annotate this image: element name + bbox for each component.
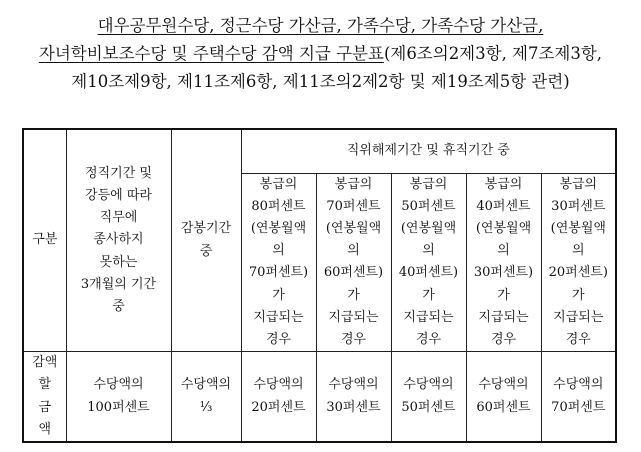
cell-line: 감액	[32, 355, 58, 371]
cell-line: 40퍼센트	[476, 198, 531, 214]
cell-line: 가	[572, 287, 585, 303]
cell-line: 수당액의	[253, 377, 304, 393]
header-jeongjik	[66, 129, 171, 352]
cell-line: 지급되는	[328, 309, 379, 325]
title-line-3: 제10조제9항, 제11조제6항, 제11조의2제2항 및 제19조제5항 관련)	[71, 72, 570, 91]
cell-line: (연봉월액	[400, 220, 457, 236]
value-leave-80	[241, 352, 316, 442]
document-title	[0, 12, 641, 96]
cell-line: 할	[38, 377, 52, 393]
cell-line: 수당액의	[553, 377, 604, 393]
cell-line: 경우	[265, 331, 292, 347]
cell-line: 수당액의	[478, 377, 529, 393]
cell-line: 30퍼센트)	[473, 265, 534, 281]
cell-line: 의	[272, 243, 285, 259]
cell-line: 봉급의	[409, 176, 448, 192]
cell-line: 지급되는	[553, 309, 604, 325]
cell-line: ⅓	[199, 399, 213, 415]
cell-line: (연봉월액	[475, 220, 532, 236]
cell-line: (연봉월액	[325, 220, 382, 236]
cell-line: 80퍼센트	[251, 198, 306, 214]
cell-line: 30퍼센트	[326, 399, 381, 415]
cell-line: 20퍼센트)	[548, 265, 608, 281]
cell-line: 종사하지	[93, 232, 144, 248]
cell-line: 70퍼센트)	[248, 265, 309, 281]
cell-line: 정직기간 및	[85, 165, 152, 181]
cell-line: 중	[199, 243, 213, 259]
cell-line: 3개월의 기간	[80, 276, 157, 292]
header-leave: 직위해제기간 및 휴직기간 중	[241, 129, 616, 173]
cell-line: (연봉월액	[550, 220, 606, 236]
cell-line: 못하는	[99, 254, 138, 270]
cell-line: 봉급의	[259, 176, 298, 192]
cell-line: 직무에	[99, 210, 138, 226]
cell-line: 수당액의	[180, 377, 232, 393]
value-jeongjik	[66, 352, 171, 442]
header-leave-30	[541, 173, 616, 352]
cell-line: 가	[272, 287, 285, 303]
cell-line: 20퍼센트	[251, 399, 306, 415]
cell-line: 가	[347, 287, 360, 303]
cell-line: 60퍼센트	[476, 399, 531, 415]
value-leave-50	[391, 352, 466, 442]
cell-line: 감봉기간	[180, 221, 232, 237]
cell-line: 지급되는	[253, 309, 304, 325]
cell-line: 봉급의	[334, 176, 373, 192]
cell-line: 70퍼센트	[326, 198, 381, 214]
cell-line: 봉급의	[559, 176, 598, 192]
cell-line: 수당액의	[403, 377, 454, 393]
reduction-table	[22, 128, 617, 443]
title-line-2: 자녀학비보조수당 및 주택수당 감액 지급 구분표(제6조의2제3항, 제7조제3항,	[38, 44, 603, 63]
value-leave-30	[541, 352, 616, 442]
value-leave-40	[466, 352, 541, 442]
cell-line: 금	[38, 399, 52, 415]
cell-line: 강등에 따라	[85, 188, 152, 204]
cell-line: 70퍼센트	[551, 399, 606, 415]
cell-line: 지급되는	[478, 309, 529, 325]
title-line-1: 대우공무원수당, 정근수당 가산금, 가족수당, 가족수당 가산금,	[97, 16, 544, 35]
row-label	[23, 352, 66, 442]
cell-line: 경우	[415, 331, 442, 347]
cell-line: 경우	[490, 331, 517, 347]
header-leave-40	[466, 173, 541, 352]
header-gambong	[171, 129, 241, 352]
cell-line: 의	[497, 243, 510, 259]
cell-line: 수당액의	[328, 377, 379, 393]
cell-line: 의	[347, 243, 360, 259]
cell-line: 50퍼센트	[401, 399, 456, 415]
cell-line: 경우	[340, 331, 367, 347]
cell-line: 의	[572, 243, 585, 259]
cell-line: 의	[422, 243, 435, 259]
cell-line: (연봉월액	[250, 220, 307, 236]
value-gambong	[171, 352, 241, 442]
cell-line: 경우	[565, 331, 591, 347]
cell-line: 수당액의	[93, 377, 144, 393]
cell-line: 50퍼센트	[401, 198, 456, 214]
cell-line: 100퍼센트	[87, 399, 150, 415]
cell-line: 봉급의	[484, 176, 523, 192]
cell-line: 액	[38, 421, 52, 437]
cell-line: 60퍼센트)	[323, 265, 384, 281]
cell-line: 가	[422, 287, 435, 303]
cell-line: 30퍼센트	[551, 198, 606, 214]
header-gubun: 구분	[23, 129, 66, 352]
header-leave-70	[316, 173, 391, 352]
header-leave-50	[391, 173, 466, 352]
cell-line: 지급되는	[403, 309, 454, 325]
cell-line: 40퍼센트)	[398, 265, 459, 281]
value-leave-70	[316, 352, 391, 442]
cell-line: 중	[112, 299, 125, 315]
cell-line: 가	[497, 287, 510, 303]
header-leave-80	[241, 173, 316, 352]
